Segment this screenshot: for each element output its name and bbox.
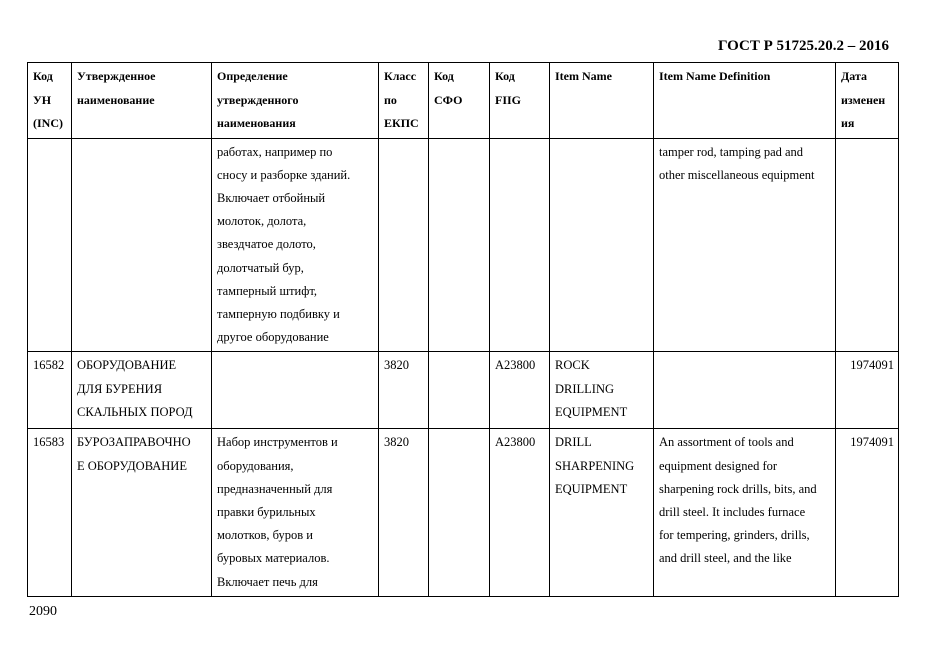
table-row xyxy=(28,429,899,596)
cell-sfo-code xyxy=(429,429,490,596)
cell-text-line: tamper rod, tamping pad and xyxy=(659,144,804,159)
cell-text-line: долотчатый бур, xyxy=(217,260,304,275)
cell-text-line: 16583 xyxy=(33,435,65,450)
cell-text-line: 1974091 xyxy=(850,435,894,450)
cell-text-line: EQUIPMENT xyxy=(555,404,628,419)
cell-text-line: другое оборудование xyxy=(217,330,329,345)
col-header-inc xyxy=(28,63,72,139)
cell-text-line: предназначенный для xyxy=(217,481,333,496)
cell-text-line: наименования xyxy=(217,116,296,130)
cell-text-line: (INC) xyxy=(33,116,63,130)
cell-fiig-code xyxy=(490,138,550,352)
col-header-fiig-code xyxy=(490,63,550,139)
cell-text-line: СКАЛЬНЫХ ПОРОД xyxy=(77,404,193,419)
cell-text-line: молотков, буров и xyxy=(217,528,313,543)
cell-inc xyxy=(28,429,72,596)
cell-text-line: сносу и разборке зданий. xyxy=(217,167,351,182)
cell-item-name-definition xyxy=(654,429,836,596)
cell-fiig-code xyxy=(490,352,550,429)
cell-text-line: утвержденного xyxy=(217,92,299,107)
cell-text-line: DRILL xyxy=(555,435,592,450)
cell-definition xyxy=(212,429,379,596)
table-row xyxy=(28,138,899,352)
cell-text-line: молоток, долота, xyxy=(217,214,307,229)
cell-text-line: 3820 xyxy=(384,358,409,373)
cell-text-line: Е ОБОРУДОВАНИЕ xyxy=(77,458,187,473)
cell-text-line: ия xyxy=(841,116,855,130)
cell-sfo-code xyxy=(429,138,490,352)
cell-text-line: Код xyxy=(434,69,454,83)
table-header-row xyxy=(28,63,899,139)
cell-inc xyxy=(28,138,72,352)
cell-text-line: Включает отбойный xyxy=(217,190,326,205)
cell-item-name xyxy=(550,138,654,352)
cell-text-line: изменен xyxy=(841,92,886,107)
cell-text-line: Дата xyxy=(841,69,867,83)
cell-change-date xyxy=(836,352,899,429)
cell-text-line: тамперный штифт, xyxy=(217,283,317,298)
col-header-ekps-class xyxy=(379,63,429,139)
cell-text-line: оборудования, xyxy=(217,458,294,473)
cell-text-line: 3820 xyxy=(384,435,409,450)
cell-text-line: работах, например по xyxy=(217,144,333,159)
cell-text-line: БУРОЗАПРАВОЧНО xyxy=(77,435,191,450)
cell-text-line: Определение xyxy=(217,69,288,83)
cell-item-name-definition xyxy=(654,352,836,429)
col-header-change-date xyxy=(836,63,899,139)
cell-ekps-class xyxy=(379,429,429,596)
cell-change-date xyxy=(836,429,899,596)
cell-text-line: 16582 xyxy=(33,358,65,373)
cell-text-line: буровых материалов. xyxy=(217,551,330,566)
cell-text-line: по xyxy=(384,92,397,107)
standard-designation: ГОСТ Р 51725.20.2 – 2016 xyxy=(717,38,889,54)
cell-definition xyxy=(212,352,379,429)
cell-text-line: ROCK xyxy=(555,358,590,373)
page-number: 2090 xyxy=(29,604,57,619)
cell-text-line: EQUIPMENT xyxy=(555,481,628,496)
cell-text-line: Набор инструментов и xyxy=(217,435,338,450)
col-header-sfo-code xyxy=(429,63,490,139)
col-header-approved-name xyxy=(72,63,212,139)
cell-approved-name xyxy=(72,429,212,596)
cell-text-line: 1974091 xyxy=(850,358,894,373)
cell-text-line: Item Name Definition xyxy=(659,69,771,83)
cell-definition xyxy=(212,138,379,352)
table-row xyxy=(28,352,899,429)
cell-text-line: for tempering, grinders, drills, xyxy=(659,528,810,543)
cell-text-line: Включает печь для xyxy=(217,574,318,589)
cell-text-line: sharpening rock drills, bits, and xyxy=(659,481,817,496)
cell-text-line: Утвержденное xyxy=(77,69,156,83)
cell-text-line: An assortment of tools and xyxy=(659,435,794,450)
cell-change-date xyxy=(836,138,899,352)
cell-text-line: and drill steel, and the like xyxy=(659,551,792,566)
cell-item-name-definition xyxy=(654,138,836,352)
cell-text-line: УН xyxy=(33,92,52,107)
cell-text-line: СФО xyxy=(434,92,463,107)
cell-text-line: DRILLING xyxy=(555,381,615,396)
col-header-definition xyxy=(212,63,379,139)
cell-text-line: звездчатое долото, xyxy=(217,237,316,252)
cell-text-line: Класс xyxy=(384,69,417,83)
cell-text-line: other miscellaneous equipment xyxy=(659,167,815,182)
cell-text-line: FIIG xyxy=(495,92,522,107)
cell-ekps-class xyxy=(379,138,429,352)
cell-approved-name xyxy=(72,352,212,429)
cell-ekps-class xyxy=(379,352,429,429)
cell-text-line: Код xyxy=(33,69,53,83)
cell-text-line: ОБОРУДОВАНИЕ xyxy=(77,358,177,373)
cell-fiig-code xyxy=(490,429,550,596)
cell-text-line: тамперную подбивку и xyxy=(217,306,340,321)
cell-inc xyxy=(28,352,72,429)
col-header-item-name xyxy=(550,63,654,139)
cell-text-line: SHARPENING xyxy=(555,458,635,473)
cell-text-line: правки бурильных xyxy=(217,504,316,519)
cell-text-line: Item Name xyxy=(555,69,612,83)
cell-text-line: equipment designed for xyxy=(659,458,778,473)
cell-sfo-code xyxy=(429,352,490,429)
cell-text-line: Код xyxy=(495,69,515,83)
cell-approved-name xyxy=(72,138,212,352)
catalog-table xyxy=(27,62,899,597)
cell-item-name xyxy=(550,352,654,429)
cell-text-line: drill steel. It includes furnace xyxy=(659,504,806,519)
cell-text-line: A23800 xyxy=(495,435,536,450)
cell-item-name xyxy=(550,429,654,596)
cell-text-line: наименование xyxy=(77,92,155,107)
col-header-item-name-definition xyxy=(654,63,836,139)
cell-text-line: A23800 xyxy=(495,358,536,373)
cell-text-line: ЕКПС xyxy=(384,116,419,130)
cell-text-line: ДЛЯ БУРЕНИЯ xyxy=(77,381,163,396)
